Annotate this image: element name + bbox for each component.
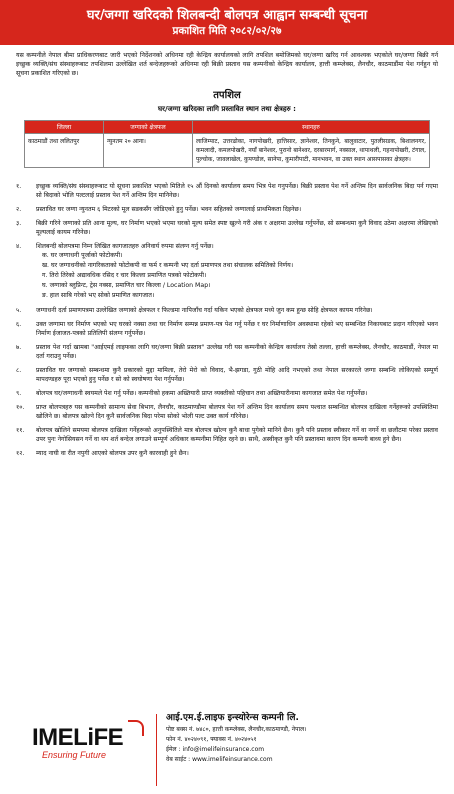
item-body <box>36 205 438 214</box>
item-body <box>36 403 438 421</box>
schedule-subtitle: घर/जग्गा खरिदका लागि प्रस्तावित स्थान तथा क्षेत्रहरु : <box>158 105 296 113</box>
sub-item: ख. घर जग्गाधनीको नागरिकताको फोटोकपी वा फर्म र कम्पनी भए दर्ता प्रमाणपत्र तथा संचालक समितिको निर्णय। <box>42 262 294 269</box>
header-banner <box>0 0 454 45</box>
item-number: ६. <box>16 321 22 328</box>
list-item <box>16 366 438 384</box>
list-item <box>16 403 438 421</box>
company-address: पोष्ट बक्स नं. ७४८०, हात्ती कम्प्लेक्स, लैनचौर,काठमाण्डौ, नेपाल। <box>166 726 307 733</box>
item-number: ७. <box>16 344 22 351</box>
item-number: १०. <box>16 404 25 411</box>
logo-wordmark <box>32 724 123 752</box>
list-item <box>16 242 438 301</box>
item-body <box>36 219 438 237</box>
logo-text: IMELiFE <box>32 724 124 751</box>
item-number: ११. <box>16 427 25 434</box>
item-number: १. <box>16 183 22 190</box>
company-details <box>166 712 306 765</box>
schedule-table <box>24 120 430 168</box>
logo-swoosh-icon <box>128 720 144 736</box>
list-item <box>16 389 438 398</box>
item-body <box>36 343 438 361</box>
cell-district: काठमाडौं तथा ललितपुर <box>25 134 104 168</box>
item-number: ८. <box>16 367 22 374</box>
item-text: शिलबन्दी बोलपत्रमा निम्न लिखित कागजातहरु अनिवार्य रुपमा संलग्न गर्नु पर्नेछ। <box>36 243 214 250</box>
item-number: १२. <box>16 450 25 457</box>
footer <box>0 708 454 794</box>
notice-title: घर/जग्गा खरिदको शिलबन्दी बोलपत्र आह्वान सम्बन्धी सूचना <box>86 8 368 23</box>
item-number: ९. <box>16 390 22 397</box>
item-number: ४. <box>16 243 22 250</box>
item-text: प्रस्तावित घर जग्गाको सम्बन्धमा कुनै प्रकारको मुद्दा मामिला, तेरो मेरो को विवाद, भै-झगडा, गुठी मोहि आदि नभएको तथा नेपाल सरकारले जग्गा सम्बन्धि लोकिएको सम्पूर्ण मापदण्डहरु पूरा भएको हुनु पर्नेछ र सो को स्वघोषणा पेश गर्नुपर्नेछ। <box>36 367 438 383</box>
col-places: स्थानहरु <box>193 121 430 134</box>
sub-item: ग. तिरो तिरेको अद्यावधिक रसिद र चार किल्ला प्रमाणित पत्रको फोटोकपी। <box>42 272 207 279</box>
item-text: म्याद नाघी वा रीत नपुगी आएको बोलपत्र उपर कुनै कारवाही हुने छैन। <box>36 450 189 457</box>
item-text: बोलपत्र घर/जग्गाधनी स्वयमले पेश गर्नु पर्नेछ। कम्पनीको हकमा अख्तियारी प्राप्त व्यक्तीको पहिचान तथा अख्तियारीनामा कागजात समेत पेश गर्नुपर्नेछ। <box>36 390 368 397</box>
item-text: प्रस्तावित घर जग्गा न्युनतम ६ मिटरको मूल सडकसँग जोडिएको हुनु पर्नेछ। भवन सहितको जग्गालाई प्राथमिकता दिइनेछ। <box>36 206 302 213</box>
item-text: बिक्री गरिने जग्गाको प्रति आना मूल्य, घर निर्माण भएको भएमा घरको मूल्य समेत स्पष्ट खुल्ने गरी अंक र अक्षरमा उल्लेख गर्नुपर्नेछ, सो सम्बन्धमा कुनै विवाद उठेमा अक्षरमा लेखिएको मूल्यलाई कायम गरिनेछ। <box>36 220 438 236</box>
sub-item: ङ. हाल साबि गरेको भए सोको प्रमाणित कागजात। <box>42 292 155 299</box>
item-body <box>36 426 438 444</box>
sub-item: घ. जग्गाको ब्लुप्रिन्ट, ट्रेस नक्सा, प्रमाणित चार किल्ला / Location Map। <box>42 282 211 289</box>
published-date: प्रकाशित मिति २०८२/०२/२७ <box>172 25 282 37</box>
item-body <box>36 182 438 200</box>
list-item <box>16 343 438 361</box>
item-number: ५. <box>16 307 22 314</box>
item-body <box>36 320 438 338</box>
conditions-list <box>0 168 454 458</box>
list-item <box>16 219 438 237</box>
company-phone: फोन नं. ४०२४०९१, फ्याक्स नं. ४०२४०५१ <box>166 736 257 743</box>
col-district: जिल्ला <box>25 121 104 134</box>
list-item <box>16 205 438 214</box>
item-text: प्रस्ताव पेश गर्दा खामबा "आईएमई लाइफका लागि घर/जग्गा बिक्री प्रस्ताव" उल्लेख गरी यस कम्पनीको केन्द्रिय कार्यालय तेस्रो तल्ला, हात्ती कम्प्लेक्स, लैनचौर, काठमाडौं, नेपाल मा दर्ता गराउनु पर्नेछ। <box>36 344 438 360</box>
list-item <box>16 426 438 444</box>
company-logo <box>32 724 123 760</box>
item-number: २. <box>16 206 22 213</box>
footer-divider <box>156 714 157 786</box>
item-body <box>36 389 438 398</box>
col-area: जग्गाको क्षेत्रफल <box>104 121 193 134</box>
item-text: इच्छुक व्यक्ति/संघ संस्थाहरूबाट यो सूचना प्रकाशित भएको मितिले १५ औं दिनको कार्यालय समय भित्र पेश गनुपर्नेछ। बिक्री प्रस्ताव पेश गर्ने अन्तिम दिन सार्वजनिक बिदा पर्न गएमा सो बिदाको भोलि पल्टलाई प्रस्ताव पेश गर्ने अन्तिम दिन मानिनेछ। <box>36 183 438 199</box>
intro-paragraph: यस कम्पनीले नेपाल बीमा प्राधिकरणबाट जारी भएको निर्देशनको अधिनमा रही केन्द्रिय कार्यालयको लागि तपशिल बमोजिमको घर/जग्गा खरिद गर्न आवश्यक भएकोले घर/जग्गा बिक्री गर्न इच्छुक व्यक्ति/संघ संस्थाहरूबाट तपशिलमा उल्लेखित शर्त बन्देजहरूको अधिनमा रही बिक्री प्रस्ताव यस कम्पनीको केन्द्रिय कार्यालय, हात्ती कम्प्लेक्स, लैनचौर, काठमाडौंमा पेश गर्नहुन यो सूचना प्रकाशित गरिएको छ। <box>16 52 438 77</box>
item-body <box>36 449 438 458</box>
table-header-row <box>25 121 430 134</box>
item-text: प्राप्त बोलपत्रहरु यस कम्पनीको सामान्य सेवा बिभाग, लैनचौर, काठमाण्डौमा बोलपत्र पेश गर्ने अन्तिम दिन कार्यालय समय पश्चात सम्बन्धित बोलपत्र दाखिला गर्नेहरूको उपस्थितिमा खोलिने छ। बोलपत्र खोल्ने दिन कुनै सार्वजनिक बिदा परेमा सोको भोली पल्ट उक्त कार्य गरिनेछ। <box>36 404 438 420</box>
company-name: आई.एम.ई.लाइफ इन्स्योरेन्स कम्पनी लि. <box>166 713 299 723</box>
item-number: ३. <box>16 220 22 227</box>
logo-tagline: Ensuring Future <box>42 750 107 760</box>
item-text: जग्गाधनी दर्ता प्रमाणपत्रमा उल्लेखित जग्गाको क्षेत्रफल र फिल्डमा नापिजाँच गर्दा यकिन भएको क्षेत्रफल मध्ये जुन कम हुन्छ सोहि क्षेत्रफल कायम गरिनेछ। <box>36 307 373 314</box>
item-text: बोलपत्र खोलिने समयमा बोलपत्र दाखिला गर्नेहरूको अनुपस्थितिले मात्र बोलपत्र खोल्न कुनै बाधा पुगेको मानिने छैन। कुनै पनि प्रस्ताव स्वीकार गर्ने वा नगर्ने वा छलौटमा परेका प्रस्ताव उपर पुनः नेगोसियसन गर्ने वा थप शर्त बन्देज लगाउने सम्पूर्ण अधिकार कम्पनीमा निहित रहने छ। साथै, अस्वीकृत कुनै पनि प्रस्तावमा कारण दिन कम्पनी बाध्य हुने छैन। <box>36 427 438 443</box>
schedule-title: तपशिल <box>213 90 241 101</box>
list-item <box>16 182 438 200</box>
cell-area: न्युनतम २० आना। <box>104 134 193 168</box>
item-body <box>36 366 438 384</box>
item-text: उक्त जग्गामा घर निर्माण भएको भए घरको नक्सा तथा घर निर्माण सम्पन्न प्रमाण-पत्र पेश गर्नु पर्नेछ र घर निर्माणाधिन अवस्थामा रहेको भए सम्बन्धित निकायबाट प्रदान गरिएको भवन निर्माण ईजाजत-पत्रको प्रतिलिपी संलग्न गर्नुपर्नेछ। <box>36 321 438 337</box>
list-item <box>16 320 438 338</box>
company-email[interactable]: ईमेल : info@imelifeinsurance.com <box>166 746 265 753</box>
sub-item: क. घर जग्गाधनी पूर्जाको फोटोकपी। <box>42 252 123 259</box>
table-row <box>25 134 430 168</box>
cell-places: लाजिम्पाट, उत्तरढोका, नागपोखरी, हात्तिसार, ज्ञानेश्वर, तिनकुने, बालुवाटार, पुतलीसडक, बिशालनगर, कमलादी, कमलपोखरी, नयाँ बानेश्वर, पुरानो बानेश्वर, दरबारमार्ग, नक्साल, थापाथली, गहनापोखरी, टंगाल, पुल्चोक, जावलाखेल, कुपण्डोल, सानेपा, कुमारीपाटी, मानभवन, वा उक्त स्थान आसपासका क्षेत्रहरु। <box>193 134 430 168</box>
list-item <box>16 306 438 315</box>
list-item <box>16 449 438 458</box>
item-body <box>36 306 438 315</box>
company-website[interactable]: वेब साईट : www.imelifeinsurance.com <box>166 756 273 763</box>
item-body <box>36 242 438 301</box>
